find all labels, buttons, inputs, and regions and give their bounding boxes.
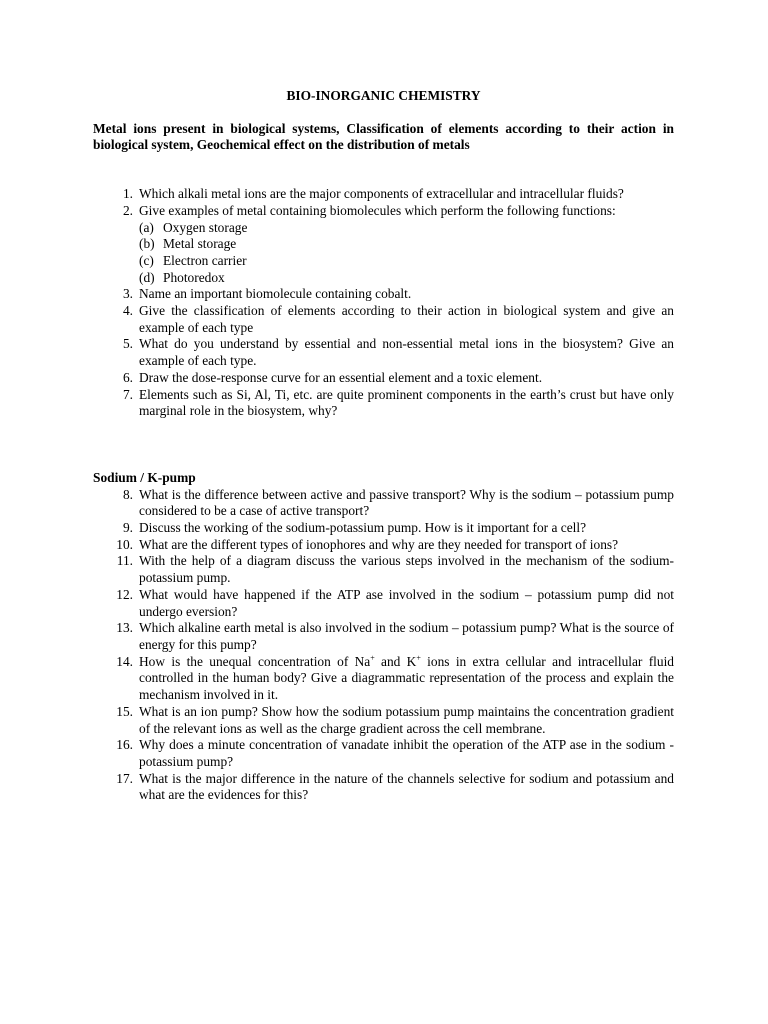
question-text: What is the difference between active and passive transport? Why is the sodium – potassium pump considered to be a case of active transport? (139, 486, 674, 519)
question-number: 9. (122, 520, 133, 536)
question-item (93, 704, 674, 737)
question-text: Name an important biomolecule containing cobalt. (139, 286, 412, 302)
document-title: BIO-INORGANIC CHEMISTRY (286, 88, 481, 103)
question-item (93, 336, 674, 369)
question-number: 10. (116, 536, 133, 552)
sub-item (139, 236, 674, 253)
sub-item-list (139, 220, 674, 287)
question-number: 16. (116, 737, 133, 753)
question-text: Give examples of metal containing biomolecules which perform the following functions: (139, 202, 616, 218)
question-number: 11. (116, 553, 133, 569)
question-item (93, 303, 674, 336)
question-text (139, 654, 674, 704)
question-number: 2. (122, 202, 133, 218)
question-list-sodium-pump (93, 487, 674, 804)
question-number: 15. (116, 703, 133, 719)
charge-superscript: + (416, 653, 421, 663)
document-subtitle: Metal ions present in biological systems, Classification of elements according to their action in biological system, Geochemical effect on the distribution of metals (93, 120, 674, 153)
question-item (93, 520, 674, 537)
question-item (93, 620, 674, 653)
sub-item (139, 270, 674, 287)
question-text: Why does a minute concentration of vanadate inhibit the operation of the ATP ase in the sodium - potassium pump? (139, 737, 674, 769)
question-number: 12. (116, 586, 133, 602)
question-text: Give the classification of elements according to their action in biological system and give an example of each type (139, 303, 674, 335)
sub-item (139, 253, 674, 270)
sub-item (139, 220, 674, 237)
sub-item-text: Photoredox (163, 269, 225, 285)
sub-item-label: (c) (139, 252, 154, 268)
question-list-general (93, 186, 674, 420)
question-text: What would have happened if the ATP ase involved in the sodium – potassium pump did not undergo eversion? (139, 586, 674, 619)
question-item (93, 587, 674, 620)
question-text: Elements such as Si, Al, Ti, etc. are quite prominent components in the earth’s crust but have only marginal role in the biosystem, why? (139, 386, 674, 419)
section-heading-sodium-pump: Sodium / K-pump (93, 469, 196, 485)
question-text: Draw the dose-response curve for an essential element and a toxic element. (139, 369, 543, 385)
question-number: 7. (122, 386, 133, 402)
question-number: 3. (122, 286, 133, 302)
sub-item-label: (d) (139, 269, 155, 285)
question-item (93, 487, 674, 520)
question-text: What is the major difference in the nature of the channels selective for sodium and potassium and what are the evidences for this? (139, 770, 674, 803)
question-text: What is an ion pump? Show how the sodium potassium pump maintains the concentration gradient of the relevant ions as well as the charge gradient across the cell membrane. (139, 703, 674, 736)
question-text: What do you understand by essential and non-essential metal ions in the biosystem? Give an example of each type. (139, 336, 674, 369)
question-item (93, 654, 674, 704)
sub-item-label: (b) (139, 236, 155, 252)
charge-superscript: + (370, 653, 375, 663)
question-number: 14. (116, 653, 133, 669)
question-item (93, 553, 674, 586)
question-number: 4. (122, 303, 133, 319)
question-number: 13. (116, 620, 133, 636)
question-item (93, 186, 674, 203)
question-number: 5. (122, 336, 133, 352)
question-number: 1. (122, 186, 133, 202)
sub-item-label: (a) (139, 219, 154, 235)
question-text: What are the different types of ionophores and why are they needed for transport of ions? (139, 536, 619, 552)
question-text: Which alkaline earth metal is also involved in the sodium – potassium pump? What is the source of energy for this pump? (139, 620, 674, 652)
question-number: 6. (122, 369, 133, 385)
question-text-part: ions in extra cellular and intracellular fluid controlled in the human body? Give a diagrammatic representation of the process and explain the mechanism involved in it. (139, 653, 674, 703)
question-text-part: and K (374, 653, 417, 669)
question-item (93, 203, 674, 287)
question-text: Discuss the working of the sodium-potassium pump. How is it important for a cell? (139, 520, 587, 536)
question-item (93, 737, 674, 770)
sub-item-text: Metal storage (163, 236, 237, 252)
document-page (93, 88, 674, 804)
question-text: Which alkali metal ions are the major components of extracellular and intracellular fluids? (139, 186, 624, 202)
sub-item-text: Electron carrier (163, 252, 247, 268)
question-item (93, 286, 674, 303)
sub-item-text: Oxygen storage (163, 219, 248, 235)
question-item (93, 370, 674, 387)
question-text-part: How is the unequal concentration of Na (139, 653, 371, 669)
question-item (93, 537, 674, 554)
question-text: With the help of a diagram discuss the various steps involved in the mechanism of the sodium-potassium pump. (139, 553, 674, 586)
question-item (93, 387, 674, 420)
question-number: 8. (122, 486, 133, 502)
question-item (93, 771, 674, 804)
question-number: 17. (116, 770, 133, 786)
